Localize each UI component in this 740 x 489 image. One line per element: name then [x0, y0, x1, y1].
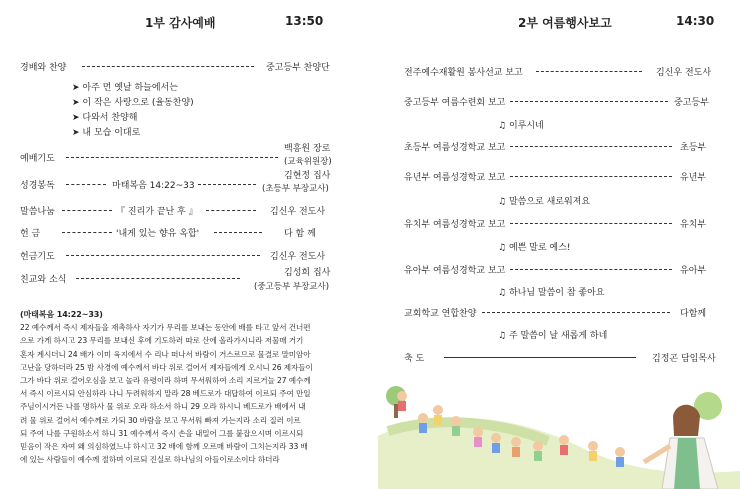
passage-line: 혼자 계시더니 24 배가 이미 육지에서 수 리나 떠나서 바람이 거스르므로 물결로 말미암아 [20, 349, 311, 359]
passage-title: (마태복음 14:22~33) [20, 310, 103, 319]
leader-line [510, 176, 672, 177]
passage-line: 에 있는 사람들이 예수께 절하며 이르되 진실로 하나님의 아들이로소이다 하더라 [20, 455, 280, 465]
right-title: 2부 여름행사보고 [518, 16, 612, 30]
order-person: 김신우 전도사 [270, 252, 326, 262]
report-label: 전주예수재활원 봉사선교 보고 [404, 68, 523, 78]
order-label: 친교와 소식 [20, 275, 67, 285]
order-person-role: (교육위원장) [284, 157, 332, 167]
leader-line [76, 278, 240, 279]
arrow-bullet-icon: ➤ [72, 83, 83, 93]
leader-line [214, 232, 262, 233]
passage-line: 그가 바다 위로 걸어오심을 보고 놀라 유령이라 하며 무서워하여 소리 지르거늘 27 예수께 [20, 376, 311, 386]
left-time: 13:50 [285, 14, 324, 28]
leader-line [510, 269, 672, 270]
order-middle: 『 진리가 끝난 후 』 [116, 207, 198, 217]
report-person: 유아부 [680, 266, 707, 276]
passage-line: 22 예수께서 즉시 제자들을 재촉하사 자기가 무리를 보내는 동안에 배를 타고 앞서 건너편 [20, 323, 311, 333]
passage-line: 려 물 위로 걸어서 예수께로 가되 30 바람을 보고 무서워 빠져 가는지라 소리 질러 이르 [20, 415, 301, 425]
report-person: 다함께 [680, 309, 707, 319]
music-note-icon: ♫ [498, 121, 509, 131]
order-person: 다 함 께 [284, 229, 316, 239]
leader-line [66, 184, 106, 185]
leader-line [198, 184, 256, 185]
leader-line [82, 66, 254, 67]
report-person: 초등부 [680, 143, 707, 153]
song-title: ♫ 이루시네 [498, 121, 544, 131]
report-label: 중고등부 여름수련회 보고 [404, 98, 506, 108]
order-label: 성경봉독 [20, 181, 55, 191]
report-person: 김정곤 담임목사 [652, 354, 716, 364]
passage-line: 믿음이 작은 자여 왜 의심하였느냐 하시고 32 배에 함께 오르매 바람이 그치는지라 33 배 [20, 442, 308, 452]
passage-line: 주님이시거든 나를 명하사 물 위로 오라 하소서 하니 29 오라 하시니 베드로가 배에서 내 [20, 402, 306, 412]
scripture-passage [20, 308, 342, 466]
report-label: 유치부 여름성경학교 보고 [404, 220, 506, 230]
leader-line [444, 357, 636, 358]
order-person-role: (초등부 부장교사) [262, 184, 329, 194]
passage-line: 되 주여 나를 구원하소서 하니 31 예수께서 즉시 손을 내밀어 그를 붙잡으시며 이르시되 [20, 428, 304, 438]
song-title: ♫ 예쁜 말로 예스! [498, 243, 571, 253]
leader-line [510, 146, 672, 147]
report-person: 김신우 전도사 [656, 68, 712, 78]
song-item: ➤ 다와서 찬양해 [72, 113, 138, 123]
report-person: 유년부 [680, 173, 707, 183]
order-person: 김현정 집사 [284, 171, 331, 181]
music-note-icon: ♫ [498, 331, 509, 341]
passage-line: 고난을 당하더라 25 밤 사경에 예수께서 바다 위로 걸어서 제자들에게 오시니 26 제자들이 [20, 362, 313, 372]
right-time: 14:30 [676, 14, 715, 28]
order-label: 말씀나눔 [20, 207, 55, 217]
report-person: 유치부 [680, 220, 707, 230]
arrow-bullet-icon: ➤ [72, 128, 83, 138]
left-title: 1부 감사예배 [145, 16, 216, 30]
song-title: ♫ 하나님 말씀이 참 좋아요 [498, 288, 605, 298]
report-label: 축 도 [404, 354, 425, 364]
passage-line: 으로 가게 하시고 23 무리를 보내신 후에 기도하러 따로 산에 올라가시니라 저물매 거기 [20, 336, 304, 346]
music-note-icon: ♫ [498, 243, 509, 253]
song-item: ➤ 아주 먼 옛날 하늘에서는 [72, 83, 178, 93]
report-label: 교회학교 연합찬양 [404, 309, 477, 319]
leader-line [482, 312, 670, 313]
song-title: ♫ 말씀으로 새로워져요 [498, 197, 591, 207]
order-label: 경배와 찬양 [20, 63, 67, 73]
order-middle: '내게 있는 향유 옥합' [116, 229, 200, 239]
passage-line: 서 즉시 이르시되 안심하라 나니 두려워하지 말라 28 베드로가 대답하여 이르되 주여 만일 [20, 389, 311, 399]
arrow-bullet-icon: ➤ [72, 98, 83, 108]
song-title: ♫ 주 말씀이 날 새롭게 하네 [498, 331, 608, 341]
music-note-icon: ♫ [498, 197, 509, 207]
leader-line [62, 232, 112, 233]
song-item: ➤ 내 모습 이대로 [72, 128, 141, 138]
arrow-bullet-icon: ➤ [72, 113, 83, 123]
music-note-icon: ♫ [498, 288, 509, 298]
leader-line [510, 101, 668, 102]
report-label: 유년부 여름성경학교 보고 [404, 173, 506, 183]
report-label: 유아부 여름성경학교 보고 [404, 266, 506, 276]
order-label: 예배기도 [20, 154, 55, 164]
order-label: 헌금기도 [20, 252, 55, 262]
leader-line [66, 157, 278, 158]
order-person: 백흥원 장로 [284, 144, 331, 154]
leader-line [536, 71, 642, 72]
report-label: 초등부 여름성경학교 보고 [404, 143, 506, 153]
children-with-jesus-illustration [378, 376, 740, 489]
order-label: 헌 금 [20, 229, 41, 239]
order-person: 김성희 집사 [284, 268, 331, 278]
song-item: ➤ 이 작은 사랑으로 (율동찬양) [72, 98, 194, 108]
right-page [370, 0, 740, 489]
leader-line [62, 210, 112, 211]
leader-line [206, 210, 256, 211]
order-middle: 마태복음 14:22~33 [112, 181, 195, 191]
order-person: 김신우 전도사 [270, 207, 326, 217]
order-person: 중고등부 찬양단 [266, 63, 330, 73]
leader-line [510, 223, 672, 224]
leader-line [66, 255, 260, 256]
order-person-role: (중고등부 부장교사) [254, 282, 330, 292]
report-person: 중고등부 [674, 98, 709, 108]
